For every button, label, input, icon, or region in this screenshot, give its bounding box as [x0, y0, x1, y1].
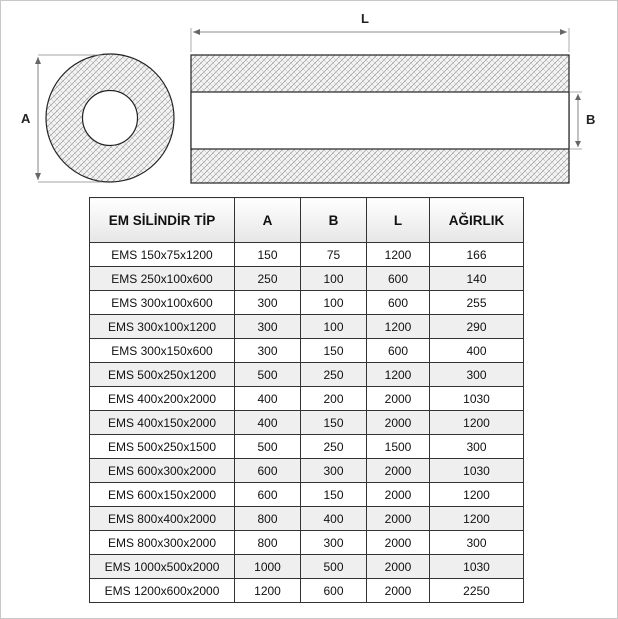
cell-a: 300 — [235, 315, 301, 339]
cell-b: 100 — [301, 315, 367, 339]
table-row — [90, 363, 524, 387]
cell-l: 2000 — [367, 579, 430, 603]
cell-b: 100 — [301, 291, 367, 315]
end-view-ring — [46, 54, 174, 182]
cell-a: 300 — [235, 291, 301, 315]
cell-a: 1200 — [235, 579, 301, 603]
cell-a: 400 — [235, 387, 301, 411]
cell-type: EMS 500x250x1500 — [90, 435, 235, 459]
cell-weight: 400 — [430, 339, 524, 363]
cell-weight: 300 — [430, 363, 524, 387]
cell-b: 500 — [301, 555, 367, 579]
cell-type: EMS 300x100x600 — [90, 291, 235, 315]
cell-a: 400 — [235, 411, 301, 435]
cell-l: 1200 — [367, 243, 430, 267]
dimension-l-label: L — [361, 11, 369, 26]
table-header-row — [90, 198, 524, 243]
header-weight: AĞIRLIK — [430, 198, 524, 243]
dimension-b — [569, 92, 582, 149]
cell-type: EMS 150x75x1200 — [90, 243, 235, 267]
cell-b: 75 — [301, 243, 367, 267]
cell-weight: 140 — [430, 267, 524, 291]
cell-a: 150 — [235, 243, 301, 267]
spec-table — [89, 197, 524, 603]
header-l: L — [367, 198, 430, 243]
cell-weight: 1030 — [430, 459, 524, 483]
cell-weight: 1200 — [430, 507, 524, 531]
cell-weight: 1030 — [430, 387, 524, 411]
cell-a: 500 — [235, 435, 301, 459]
table-row — [90, 531, 524, 555]
header-a: A — [235, 198, 301, 243]
cell-weight: 1200 — [430, 483, 524, 507]
cell-l: 2000 — [367, 531, 430, 555]
cell-type: EMS 600x300x2000 — [90, 459, 235, 483]
cell-l: 1200 — [367, 363, 430, 387]
cell-l: 2000 — [367, 459, 430, 483]
cell-a: 600 — [235, 483, 301, 507]
cell-a: 800 — [235, 531, 301, 555]
cell-a: 600 — [235, 459, 301, 483]
cell-l: 1200 — [367, 315, 430, 339]
cell-weight: 255 — [430, 291, 524, 315]
cell-l: 2000 — [367, 555, 430, 579]
cell-b: 300 — [301, 531, 367, 555]
cell-b: 600 — [301, 579, 367, 603]
table-row — [90, 579, 524, 603]
cell-b: 300 — [301, 459, 367, 483]
cell-type: EMS 300x100x1200 — [90, 315, 235, 339]
cell-b: 150 — [301, 411, 367, 435]
cell-weight: 1200 — [430, 411, 524, 435]
cell-weight: 300 — [430, 531, 524, 555]
cell-type: EMS 400x150x2000 — [90, 411, 235, 435]
dimension-l — [191, 28, 569, 52]
cell-type: EMS 600x150x2000 — [90, 483, 235, 507]
cell-weight: 290 — [430, 315, 524, 339]
cell-l: 600 — [367, 291, 430, 315]
header-b: B — [301, 198, 367, 243]
table-row — [90, 459, 524, 483]
table-row — [90, 339, 524, 363]
table-row — [90, 555, 524, 579]
cell-weight: 300 — [430, 435, 524, 459]
table-row — [90, 315, 524, 339]
dimension-b-label: B — [586, 112, 596, 127]
cell-type: EMS 1000x500x2000 — [90, 555, 235, 579]
cell-weight: 2250 — [430, 579, 524, 603]
dimension-a-label: A — [21, 111, 31, 126]
table-row — [90, 267, 524, 291]
cell-b: 400 — [301, 507, 367, 531]
table-row — [90, 291, 524, 315]
cell-type: EMS 800x400x2000 — [90, 507, 235, 531]
cell-type: EMS 1200x600x2000 — [90, 579, 235, 603]
cell-weight: 1030 — [430, 555, 524, 579]
cell-a: 1000 — [235, 555, 301, 579]
cell-weight: 166 — [430, 243, 524, 267]
cell-b: 150 — [301, 339, 367, 363]
cell-b: 250 — [301, 363, 367, 387]
cell-b: 150 — [301, 483, 367, 507]
table-row — [90, 483, 524, 507]
table-row — [90, 387, 524, 411]
cell-b: 200 — [301, 387, 367, 411]
cell-l: 2000 — [367, 387, 430, 411]
table-row — [90, 435, 524, 459]
cell-type: EMS 800x300x2000 — [90, 531, 235, 555]
cell-type: EMS 300x150x600 — [90, 339, 235, 363]
cylinder-technical-drawing — [0, 0, 618, 195]
cell-type: EMS 250x100x600 — [90, 267, 235, 291]
header-type: EM SİLİNDİR TİP — [90, 198, 235, 243]
cell-l: 600 — [367, 339, 430, 363]
cell-l: 1500 — [367, 435, 430, 459]
cell-a: 250 — [235, 267, 301, 291]
table-row — [90, 411, 524, 435]
cell-l: 2000 — [367, 411, 430, 435]
cell-b: 100 — [301, 267, 367, 291]
side-view-cylinder — [191, 55, 569, 183]
cell-type: EMS 400x200x2000 — [90, 387, 235, 411]
cell-l: 2000 — [367, 483, 430, 507]
cell-a: 500 — [235, 363, 301, 387]
cell-l: 600 — [367, 267, 430, 291]
cell-a: 300 — [235, 339, 301, 363]
cell-l: 2000 — [367, 507, 430, 531]
cell-a: 800 — [235, 507, 301, 531]
table-row — [90, 243, 524, 267]
table-row — [90, 507, 524, 531]
cell-type: EMS 500x250x1200 — [90, 363, 235, 387]
cell-b: 250 — [301, 435, 367, 459]
